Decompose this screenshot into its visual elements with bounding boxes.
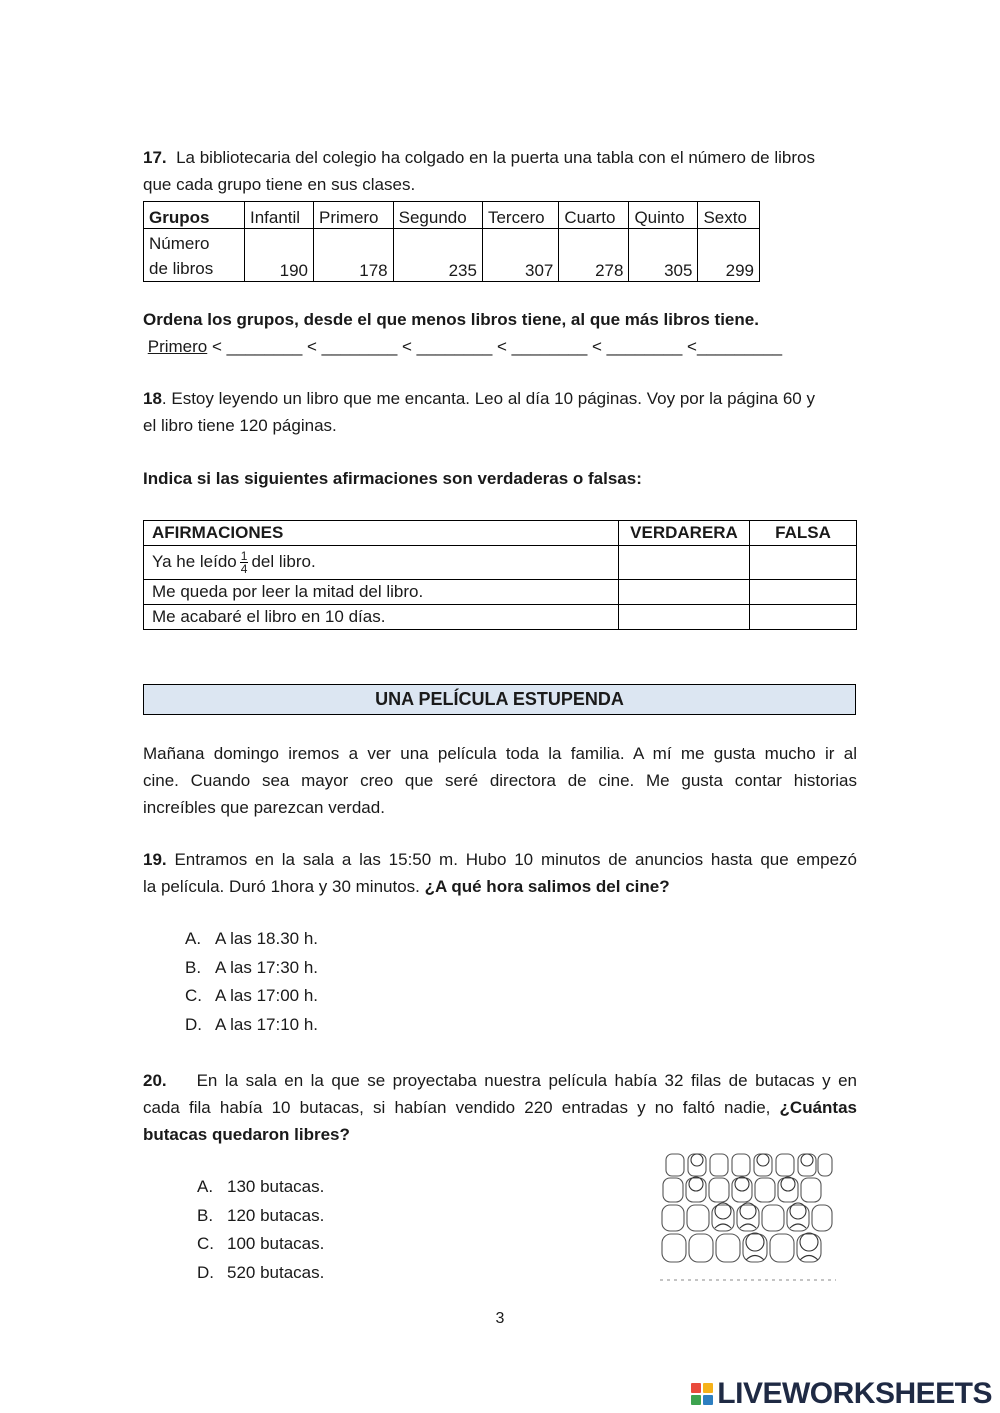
statement-text: Ya he leído $\frac{1}{4}$ del libro. <box>144 546 619 580</box>
q19-option[interactable]: B. A las 17:30 h. <box>185 957 319 977</box>
logo-wordmark: LIVEWORKSHEETS <box>717 1377 992 1410</box>
q17-instruction: Ordena los grupos, desde el que menos libros tiene, al que más libros tiene. <box>143 310 759 329</box>
true-cell[interactable] <box>619 605 750 630</box>
q20-line-2: cada fila había 10 butacas, si habían vendido 220 entradas y no faltó nadie, ¿Cuántas <box>143 1098 857 1117</box>
false-cell[interactable] <box>750 580 857 605</box>
books-table-group: Primero <box>314 202 394 229</box>
books-table-group: Tercero <box>482 202 558 229</box>
logo-square <box>703 1383 713 1393</box>
q18-line-1 <box>143 385 857 412</box>
false-cell[interactable] <box>750 605 857 630</box>
q19-option[interactable]: C. A las 17:00 h. <box>185 986 319 1005</box>
books-table-row-label: Número de libros <box>144 229 245 282</box>
books-table-group: Sexto <box>698 202 760 229</box>
q18-text-1: . Estoy leyendo un libro que me encanta. Leo al día 10 páginas. Voy por la página 60 y <box>161 389 815 408</box>
q17-text-1: La bibliotecaria del colegio ha colgado en la puerta una tabla con el número de libros <box>176 148 815 167</box>
section-title: UNA PELÍCULA ESTUPENDA <box>143 684 856 715</box>
q17-answer-blanks[interactable]: < ________ < ________ < ________ < ________ < ________ <_________ <box>211 337 783 356</box>
statement-row <box>144 605 857 630</box>
books-table-value: 235 <box>393 229 482 282</box>
q18-number: 18 <box>143 389 162 408</box>
q17-statement <box>143 144 857 198</box>
page-number: 3 <box>495 1310 505 1327</box>
q20-option[interactable]: A. 130 butacas. <box>197 1177 325 1196</box>
statement-row <box>144 546 857 580</box>
seat-row <box>663 1178 821 1202</box>
books-table-value: 278 <box>559 229 629 282</box>
q20-option[interactable]: D. 520 butacas. <box>197 1262 325 1282</box>
q20-number: 20. <box>143 1071 167 1090</box>
books-table-value: 305 <box>629 229 698 282</box>
q20-line-1: 20. En la sala en la que se proyectaba nuestra película había 32 filas de butacas y en <box>143 1071 857 1090</box>
books-table-value: 190 <box>245 229 314 282</box>
cinema-audience-illustration <box>660 1148 836 1284</box>
statements-table <box>143 520 857 630</box>
q20-line-3 <box>143 1121 857 1148</box>
books-table-header-row <box>144 202 760 229</box>
fraction-one-quarter: $\frac{1}{4}$ <box>240 549 248 576</box>
q20-option[interactable]: C. 100 butacas. <box>197 1234 325 1253</box>
books-table-group: Cuarto <box>559 202 629 229</box>
q18-line-2: el libro tiene 120 páginas. <box>143 416 337 435</box>
q19-option[interactable]: A. A las 18.30 h. <box>185 929 319 948</box>
seat-row <box>662 1205 832 1231</box>
intro-paragraph <box>143 740 857 821</box>
logo-mark-icon <box>691 1383 713 1405</box>
logo-square <box>703 1395 713 1405</box>
q19-option[interactable]: D. A las 17:10 h. <box>185 1014 319 1034</box>
q17-answer-line <box>143 333 857 360</box>
books-table-group: Infantil <box>245 202 314 229</box>
q19-line-2: la película. Duró 1hora y 30 minutos. ¿A qué hora salimos del cine? <box>143 877 670 896</box>
q19-line-1 <box>143 846 857 873</box>
statement-row <box>144 580 857 605</box>
books-table-header-label: Grupos <box>144 202 245 229</box>
logo-square <box>691 1395 701 1405</box>
q18-instruction: Indica si las siguientes afirmaciones son verdaderas o falsas: <box>143 469 642 488</box>
true-cell[interactable] <box>619 580 750 605</box>
books-table-value: 178 <box>314 229 394 282</box>
q20-statement <box>143 1067 857 1148</box>
false-cell[interactable] <box>750 546 857 580</box>
books-table-data-row <box>144 229 760 282</box>
statement-text: Me queda por leer la mitad del libro. <box>144 580 619 605</box>
q20-question: butacas quedaron libres? <box>143 1125 350 1144</box>
q17-line-1 <box>143 144 857 171</box>
seat-row <box>666 1154 832 1176</box>
intro-line-3: increíbles que parezcan verdad. <box>143 798 385 817</box>
books-table-group: Quinto <box>629 202 698 229</box>
statement-text: Me acabaré el libro en 10 días. <box>144 605 619 630</box>
col-true: VERDARERA <box>619 521 750 546</box>
q17-ordering <box>143 306 857 360</box>
q17-number: 17. <box>143 148 167 167</box>
seat-row <box>662 1234 821 1262</box>
q19-text-1: Entramos en la sala a las 15:50 m. Hubo 10 minutos de anuncios hasta que empezó <box>174 850 857 869</box>
liveworksheets-logo <box>691 1376 992 1412</box>
intro-line-1: Mañana domingo iremos a ver una película toda la familia. A mí me gusta mucho ir al <box>143 744 857 763</box>
q18-statement <box>143 385 857 439</box>
q20-options <box>197 1173 324 1287</box>
statements-table-header <box>144 521 857 546</box>
col-statements: AFIRMACIONES <box>144 521 619 546</box>
q17-answer-start: Primero <box>147 337 208 356</box>
books-table <box>143 201 760 282</box>
q17-line-2: que cada grupo tiene en sus clases. <box>143 175 416 194</box>
q19-options <box>185 925 318 1039</box>
logo-square <box>691 1383 701 1393</box>
books-table-value: 307 <box>482 229 558 282</box>
col-false: FALSA <box>750 521 857 546</box>
q19-statement <box>143 846 857 900</box>
intro-line-2: cine. Cuando sea mayor creo que seré directora de cine. Me gusta contar historias <box>143 771 857 790</box>
true-cell[interactable] <box>619 546 750 580</box>
books-table-group: Segundo <box>393 202 482 229</box>
books-table-value: 299 <box>698 229 760 282</box>
q19-question: ¿A qué hora salimos del cine? <box>424 877 670 896</box>
q19-number: 19. <box>143 850 167 869</box>
q20-option[interactable]: B. 120 butacas. <box>197 1205 325 1225</box>
